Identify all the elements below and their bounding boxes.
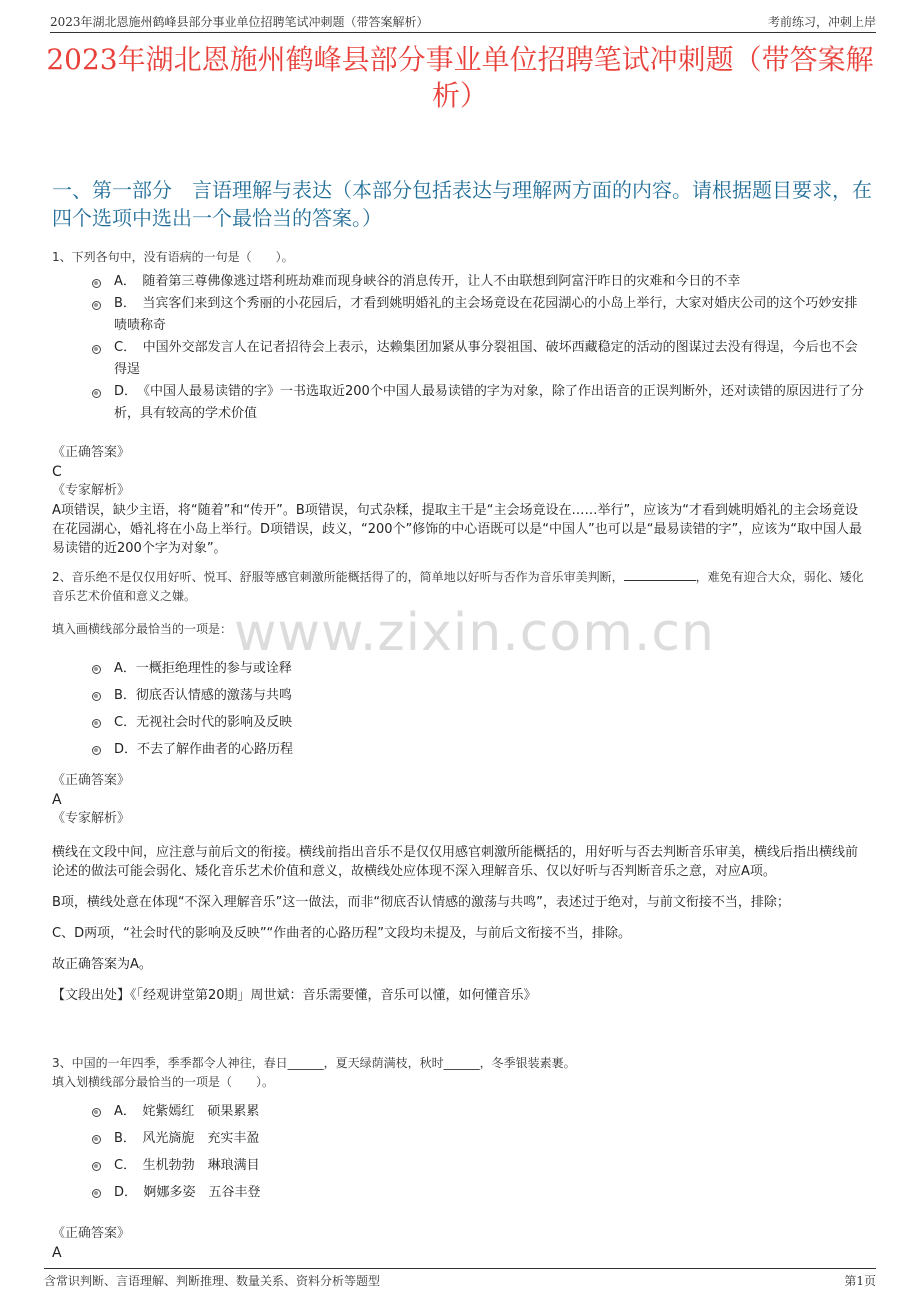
question-2-analysis-p1: 横线在文段中间，应注意与前后文的衔接。横线前指出音乐不是仅仅用感官刺激所能概括的，用好听与否去判断音乐审美，横线后指出横线前论述的做法可能会弱化、矮化音乐艺术价值和意义，故横线处应体现不深入理解音乐、仅以好听与否判断音乐之意，对应A项。 bbox=[52, 845, 859, 879]
question-1-answer-label: 《正确答案》 bbox=[52, 445, 131, 460]
question-2-analysis-p4: 故正确答案为A。 bbox=[52, 957, 152, 972]
question-2-analysis-p2: B项，横线处意在体现“不深入理解音乐”这一做法，而非“彻底否认情感的激荡与共鸣”，表述过于绝对，与前文衔接不当，排除； bbox=[52, 895, 790, 910]
radio-icon[interactable] bbox=[92, 1189, 101, 1198]
question-1-option-b[interactable]: B． 当宾客们来到这个秀丽的小花园后，才看到姚明婚礼的主会场竟设在花园湖心的小岛上举行，大家对婚庆公司的这个巧妙安排啧啧称奇 bbox=[92, 293, 870, 337]
question-3-option-b[interactable]: B． 风光旖旎 充实丰盈 bbox=[92, 1125, 870, 1152]
question-3-option-c[interactable]: C． 生机勃勃 琳琅满目 bbox=[92, 1152, 870, 1179]
header-doc-title: 2023年湖北恩施州鹤峰县部分事业单位招聘笔试冲刺题（带答案解析） bbox=[50, 15, 429, 29]
question-3-option-d[interactable]: D． 婀娜多姿 五谷丰登 bbox=[92, 1179, 870, 1206]
question-3-answer-label: 《正确答案》 bbox=[52, 1226, 131, 1241]
page-title: 2023年湖北恩施州鹤峰县部分事业单位招聘笔试冲刺题（带答案解析） bbox=[46, 43, 874, 112]
fill-blank bbox=[624, 568, 696, 581]
page-footer bbox=[44, 1268, 876, 1291]
question-3-answer: A bbox=[52, 1245, 62, 1261]
question-1-analysis: A项错误，缺少主语，将“随着”和“传开”。B项错误，句式杂糅，提取主干是“主会场竟设在……举行”，应该为“才看到姚明婚礼的主会场竟设在花园湖心，婚礼将在小岛上举行。D项错误，歧义，“200个”修饰的中心语既可以是“中国人”也可以是“最易读错的字”，应该为“取中国人最易读错的近200个字为对象”。 bbox=[52, 503, 862, 556]
question-2-option-c[interactable]: C．无视社会时代的影响及反映 bbox=[92, 709, 870, 736]
question-1-option-d[interactable]: D． 《中国人最易读错的字》一书选取近200个中国人最易读错的字为对象，除了作出语音的正误判断外，还对读错的原因进行了分析，具有较高的学术价值 bbox=[92, 381, 870, 425]
question-2-option-a[interactable]: A．一概拒绝理性的参与或诠释 bbox=[92, 655, 870, 682]
question-3-options bbox=[92, 1098, 870, 1206]
page-number: 第1页 bbox=[844, 1274, 876, 1288]
question-2-analysis-label: 《专家解析》 bbox=[52, 811, 131, 826]
radio-icon[interactable] bbox=[92, 301, 101, 310]
question-1-options bbox=[92, 271, 870, 425]
question-2-answer-label: 《正确答案》 bbox=[52, 773, 131, 788]
radio-icon[interactable] bbox=[92, 665, 101, 674]
page-header bbox=[50, 10, 876, 33]
radio-icon[interactable] bbox=[92, 1108, 101, 1117]
radio-icon[interactable] bbox=[92, 389, 101, 398]
question-2-options bbox=[92, 655, 870, 763]
question-1-stem: 1、下列各句中，没有语病的一句是（ ）。 bbox=[52, 250, 294, 264]
question-1-option-c[interactable]: C． 中国外交部发言人在记者招待会上表示，达赖集团加紧从事分裂祖国、破坏西藏稳定的活动的图谋过去没有得逞，今后也不会得逞 bbox=[92, 337, 870, 381]
question-1 bbox=[52, 248, 870, 558]
radio-icon[interactable] bbox=[92, 345, 101, 354]
question-3 bbox=[52, 1054, 870, 1262]
question-1-analysis-label: 《专家解析》 bbox=[52, 483, 131, 498]
question-3-option-a[interactable]: A． 姹紫嫣红 硕果累累 bbox=[92, 1098, 870, 1125]
question-2-answer: A bbox=[52, 792, 62, 808]
radio-icon[interactable] bbox=[92, 692, 101, 701]
radio-icon[interactable] bbox=[92, 1135, 101, 1144]
question-2-stem: 2、音乐绝不是仅仅用好听、悦耳、舒服等感官刺激所能概括得了的，简单地以好听与否作为音乐审美判断， ，难免有迎合大众，弱化、矮化音乐艺术价值和意义之嫌。 bbox=[52, 570, 864, 603]
watermark: www.zixin.com.cn bbox=[234, 603, 715, 663]
radio-icon[interactable] bbox=[92, 279, 101, 288]
question-3-prompt: 填入划横线部分最恰当的一项是（ ）。 bbox=[52, 1075, 275, 1089]
question-2-prompt: 填入画横线部分最恰当的一项是： bbox=[52, 622, 233, 636]
radio-icon[interactable] bbox=[92, 1162, 101, 1171]
question-2-analysis-p3: C、D两项，“社会时代的影响及反映”“作曲者的心路历程”文段均未提及，与前后文衔接不当，排除。 bbox=[52, 926, 632, 941]
radio-icon[interactable] bbox=[92, 719, 101, 728]
header-slogan: 考前练习，冲刺上岸 bbox=[767, 15, 876, 29]
radio-icon[interactable] bbox=[92, 746, 101, 755]
question-2-option-b[interactable]: B．彻底否认情感的激荡与共鸣 bbox=[92, 682, 870, 709]
question-1-answer: C bbox=[52, 464, 62, 480]
question-2-source: 【文段出处】《「经观讲堂第20期」周世斌：音乐需要懂，音乐可以懂，如何懂音乐》 bbox=[52, 988, 537, 1003]
question-2-option-d[interactable]: D．不去了解作曲者的心路历程 bbox=[92, 736, 870, 763]
question-3-stem: 3、中国的一年四季，季季都令人神往，春日______，夏天绿荫满枝，秋时______，冬季银装素裹。 bbox=[52, 1056, 576, 1070]
question-1-option-a[interactable]: A． 随着第三尊佛像逃过塔利班劫难而现身峡谷的消息传开，让人不由联想到阿富汗昨日的灾难和今日的不幸 bbox=[92, 271, 870, 293]
section-title: 一、第一部分 言语理解与表达（本部分包括表达与理解两方面的内容。请根据题目要求，在四个选项中选出一个最恰当的答案。） bbox=[52, 178, 872, 230]
footer-note: 含常识判断、言语理解、判断推理、数量关系、资料分析等题型 bbox=[44, 1274, 381, 1288]
